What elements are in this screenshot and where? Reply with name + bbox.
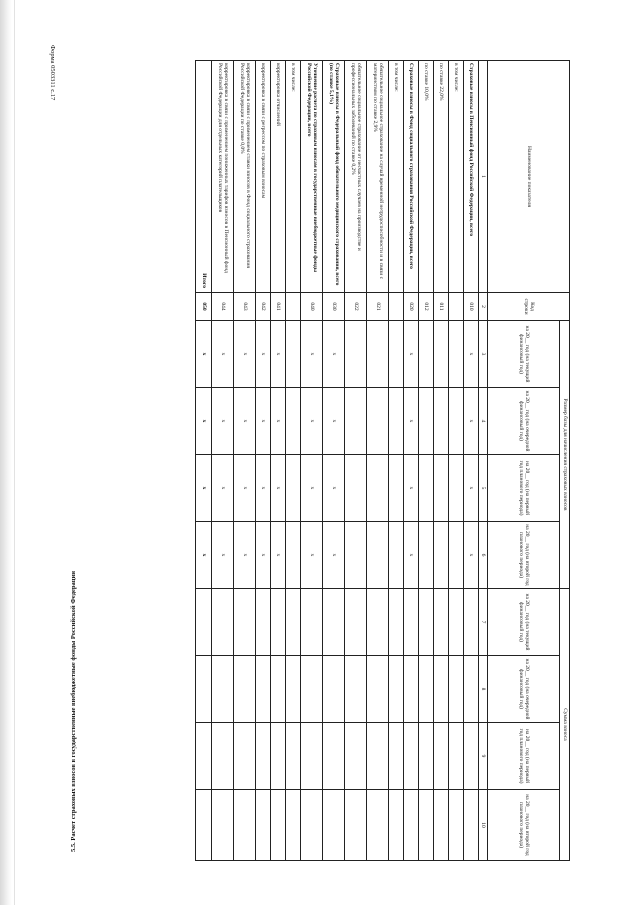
table-row	[256, 61, 271, 861]
value-cell[interactable]	[286, 522, 301, 589]
x-mark: х	[234, 455, 256, 522]
value-cell[interactable]	[404, 589, 419, 656]
x-mark: х	[301, 522, 323, 589]
table-row	[345, 61, 367, 861]
value-cell[interactable]	[419, 723, 434, 790]
value-cell[interactable]	[212, 723, 234, 790]
value-cell[interactable]	[367, 790, 389, 861]
value-cell[interactable]	[323, 723, 345, 790]
value-cell[interactable]	[434, 522, 449, 589]
section-title: 5.5. Расчет страховых взносов в государственные внебюджетные фонды Российской Федерации	[70, 571, 77, 852]
row-code: 044	[212, 293, 234, 321]
row-code: 041	[271, 293, 286, 321]
value-cell[interactable]	[212, 589, 234, 656]
col-header-code: Код строки	[488, 293, 570, 321]
value-cell[interactable]	[419, 656, 434, 723]
row-code: 043	[234, 293, 256, 321]
x-mark: х	[271, 455, 286, 522]
value-cell[interactable]	[256, 656, 271, 723]
value-cell[interactable]	[419, 321, 434, 388]
value-cell[interactable]	[286, 790, 301, 861]
value-cell[interactable]	[464, 790, 479, 861]
total-cell[interactable]	[196, 790, 212, 861]
value-cell[interactable]	[389, 656, 404, 723]
table-row	[271, 61, 286, 861]
table-row	[301, 61, 323, 861]
form-number: Форма 0503311 с.17	[49, 45, 56, 101]
row-name: в том числе:	[449, 61, 464, 293]
value-cell[interactable]	[256, 589, 271, 656]
column-number: 3	[479, 321, 488, 388]
col-header-period: на 20__ год (на текущий финансовый год)	[488, 321, 560, 388]
value-cell[interactable]	[286, 321, 301, 388]
value-cell[interactable]	[345, 522, 367, 589]
value-cell[interactable]	[434, 388, 449, 455]
row-name: в том числе:	[389, 61, 404, 293]
column-number: 6	[479, 522, 488, 589]
value-cell[interactable]	[323, 656, 345, 723]
x-mark: х	[464, 522, 479, 589]
x-mark: х	[464, 388, 479, 455]
table-body	[212, 61, 479, 861]
value-cell[interactable]	[367, 723, 389, 790]
column-number: 2	[479, 293, 488, 321]
col-header-period: на 20__ год (на очередной финансовый год)	[488, 388, 560, 455]
col-header-name: Наименование показателя	[488, 61, 570, 293]
x-mark: х	[301, 388, 323, 455]
value-cell[interactable]	[345, 388, 367, 455]
value-cell[interactable]	[271, 723, 286, 790]
value-cell[interactable]	[449, 790, 464, 861]
value-cell[interactable]	[301, 589, 323, 656]
x-mark: х	[464, 455, 479, 522]
x-mark: х	[301, 455, 323, 522]
value-cell[interactable]	[234, 589, 256, 656]
col-header-period: на 20__ год (на второй год планового периода)	[488, 522, 560, 589]
value-cell[interactable]	[301, 723, 323, 790]
row-code: 010	[464, 293, 479, 321]
row-name: корректировка в связи с регрессом по страховым взносам	[256, 61, 271, 293]
table-row	[234, 61, 256, 861]
value-cell[interactable]	[345, 790, 367, 861]
row-name: в том числе:	[286, 61, 301, 293]
row-code: 012	[419, 293, 434, 321]
total-x: х	[196, 321, 212, 388]
value-cell[interactable]	[419, 455, 434, 522]
row-name: корректировка в связи с применением ставки взносов в Фонд социального страхования Российской Федерации по ставке 0,0%	[234, 61, 256, 293]
x-mark: х	[234, 321, 256, 388]
value-cell[interactable]	[419, 388, 434, 455]
row-name: обязательное социальное страхование от несчастных случаев на производстве и профессиональных заболеваний по ставке 0,2%	[345, 61, 367, 293]
col-header-period: на 20__ год (на первый год планового периода)	[488, 723, 560, 790]
x-mark: х	[404, 388, 419, 455]
table-row	[434, 61, 449, 861]
value-cell[interactable]	[323, 790, 345, 861]
value-cell[interactable]	[464, 656, 479, 723]
value-cell[interactable]	[434, 656, 449, 723]
x-mark: х	[234, 522, 256, 589]
x-mark: х	[256, 388, 271, 455]
table-row	[367, 61, 389, 861]
col-header-period: на 20__ год (на очередной финансовый год)	[488, 656, 560, 723]
row-name: Страховые взносы в Пенсионный фонд Российской Федерации, всего	[464, 61, 479, 293]
row-code: 022	[345, 293, 367, 321]
row-name: Страховые взносы в Фонд социального страхования Российской Федерации, всего	[404, 61, 419, 293]
x-mark: х	[404, 455, 419, 522]
column-number: 10	[479, 790, 488, 861]
value-cell[interactable]	[389, 388, 404, 455]
row-code: 021	[367, 293, 389, 321]
value-cell[interactable]	[389, 522, 404, 589]
value-cell[interactable]	[212, 656, 234, 723]
value-cell[interactable]	[256, 723, 271, 790]
total-x: х	[196, 388, 212, 455]
column-number: 1	[479, 61, 488, 293]
x-mark: х	[323, 321, 345, 388]
value-cell[interactable]	[434, 723, 449, 790]
table-row	[404, 61, 419, 861]
x-mark: х	[256, 321, 271, 388]
value-cell[interactable]	[449, 321, 464, 388]
value-cell[interactable]	[449, 589, 464, 656]
value-cell[interactable]	[434, 455, 449, 522]
row-name: Уточнение расчета по страховым взносам в государственные внебюджетные фонды Российской Федерации, всего	[301, 61, 323, 293]
x-mark: х	[404, 522, 419, 589]
total-label: Итого	[196, 61, 212, 293]
value-cell[interactable]	[389, 790, 404, 861]
value-cell[interactable]	[419, 522, 434, 589]
value-cell[interactable]	[301, 790, 323, 861]
value-cell[interactable]	[367, 455, 389, 522]
total-row	[196, 61, 212, 861]
value-cell[interactable]	[367, 522, 389, 589]
value-cell[interactable]	[449, 522, 464, 589]
total-x: х	[196, 455, 212, 522]
value-cell[interactable]	[449, 656, 464, 723]
total-x: х	[196, 522, 212, 589]
value-cell[interactable]	[345, 455, 367, 522]
value-cell[interactable]	[286, 388, 301, 455]
row-code	[286, 293, 301, 321]
x-mark: х	[256, 522, 271, 589]
x-mark: х	[256, 455, 271, 522]
value-cell[interactable]	[419, 589, 434, 656]
value-cell[interactable]	[345, 589, 367, 656]
value-cell[interactable]	[271, 790, 286, 861]
value-cell[interactable]	[434, 589, 449, 656]
x-mark: х	[323, 522, 345, 589]
table-row	[449, 61, 464, 861]
row-name: по ставке 22,0%	[434, 61, 449, 293]
value-cell[interactable]	[286, 455, 301, 522]
column-number-row	[479, 61, 488, 861]
calc-table	[195, 60, 570, 861]
value-cell[interactable]	[404, 790, 419, 861]
total-cell[interactable]	[196, 656, 212, 723]
value-cell[interactable]	[449, 388, 464, 455]
table-row	[212, 61, 234, 861]
row-code: 030	[323, 293, 345, 321]
x-mark: х	[212, 321, 234, 388]
value-cell[interactable]	[345, 723, 367, 790]
x-mark: х	[464, 321, 479, 388]
value-cell[interactable]	[389, 455, 404, 522]
row-name: по ставке 10,0%	[419, 61, 434, 293]
value-cell[interactable]	[367, 388, 389, 455]
row-code	[449, 293, 464, 321]
x-mark: х	[271, 388, 286, 455]
value-cell[interactable]	[286, 723, 301, 790]
value-cell[interactable]	[449, 723, 464, 790]
x-mark: х	[271, 321, 286, 388]
total-code: 050	[196, 293, 212, 321]
value-cell[interactable]	[271, 589, 286, 656]
value-cell[interactable]	[345, 321, 367, 388]
value-cell[interactable]	[434, 321, 449, 388]
row-name: Страховые взносы в Федеральный фонд обязательного медицинского страхования, всего (по ставке 5,1%)	[323, 61, 345, 293]
table-row	[464, 61, 479, 861]
value-cell[interactable]	[234, 723, 256, 790]
col-group-sum: Сумма взноса	[560, 589, 570, 861]
x-mark: х	[323, 388, 345, 455]
value-cell[interactable]	[256, 790, 271, 861]
table-row	[323, 61, 345, 861]
value-cell[interactable]	[345, 656, 367, 723]
row-code: 011	[434, 293, 449, 321]
x-mark: х	[234, 388, 256, 455]
value-cell[interactable]	[234, 790, 256, 861]
value-cell[interactable]	[464, 589, 479, 656]
value-cell[interactable]	[419, 790, 434, 861]
col-header-period: на 20__ год (на первый год планового периода)	[488, 455, 560, 522]
value-cell[interactable]	[404, 656, 419, 723]
value-cell[interactable]	[449, 455, 464, 522]
total-cell[interactable]	[196, 723, 212, 790]
col-header-period: на 20__ год (на текущий финансовый год)	[488, 589, 560, 656]
value-cell[interactable]	[301, 656, 323, 723]
value-cell[interactable]	[286, 656, 301, 723]
value-cell[interactable]	[367, 656, 389, 723]
x-mark: х	[212, 522, 234, 589]
x-mark: х	[212, 388, 234, 455]
value-cell[interactable]	[464, 723, 479, 790]
row-code: 040	[301, 293, 323, 321]
value-cell[interactable]	[271, 656, 286, 723]
table-row	[286, 61, 301, 861]
x-mark: х	[323, 455, 345, 522]
row-code	[389, 293, 404, 321]
row-code: 042	[256, 293, 271, 321]
table-row	[419, 61, 434, 861]
column-number: 9	[479, 723, 488, 790]
value-cell[interactable]	[389, 589, 404, 656]
row-name: корректировка в связи с применением пониженных тарифов взносов в Пенсионный фонд Российской Федерации для отдельных категорий плательщиков	[212, 61, 234, 293]
x-mark: х	[404, 321, 419, 388]
table-area	[80, 60, 570, 860]
col-group-base: Размер базы для начисления страховых взносов	[560, 321, 570, 589]
x-mark: х	[301, 321, 323, 388]
row-name: обязательное социальное страхование на случай временной нетрудоспособности и в связи с материнством по ставке 2,9%	[367, 61, 389, 293]
x-mark: х	[212, 455, 234, 522]
value-cell[interactable]	[212, 790, 234, 861]
value-cell[interactable]	[434, 790, 449, 861]
value-cell[interactable]	[286, 589, 301, 656]
value-cell[interactable]	[389, 723, 404, 790]
value-cell[interactable]	[234, 656, 256, 723]
table-row	[389, 61, 404, 861]
total-cell[interactable]	[196, 589, 212, 656]
row-code: 020	[404, 293, 419, 321]
column-number: 4	[479, 388, 488, 455]
row-name: корректировка отчислений	[271, 61, 286, 293]
value-cell[interactable]	[367, 321, 389, 388]
x-mark: х	[271, 522, 286, 589]
column-number: 7	[479, 589, 488, 656]
col-header-period: на 20__ год (на второй год планового периода)	[488, 790, 560, 861]
value-cell[interactable]	[404, 723, 419, 790]
column-number: 5	[479, 455, 488, 522]
value-cell[interactable]	[323, 589, 345, 656]
column-number: 8	[479, 656, 488, 723]
value-cell[interactable]	[389, 321, 404, 388]
value-cell[interactable]	[367, 589, 389, 656]
